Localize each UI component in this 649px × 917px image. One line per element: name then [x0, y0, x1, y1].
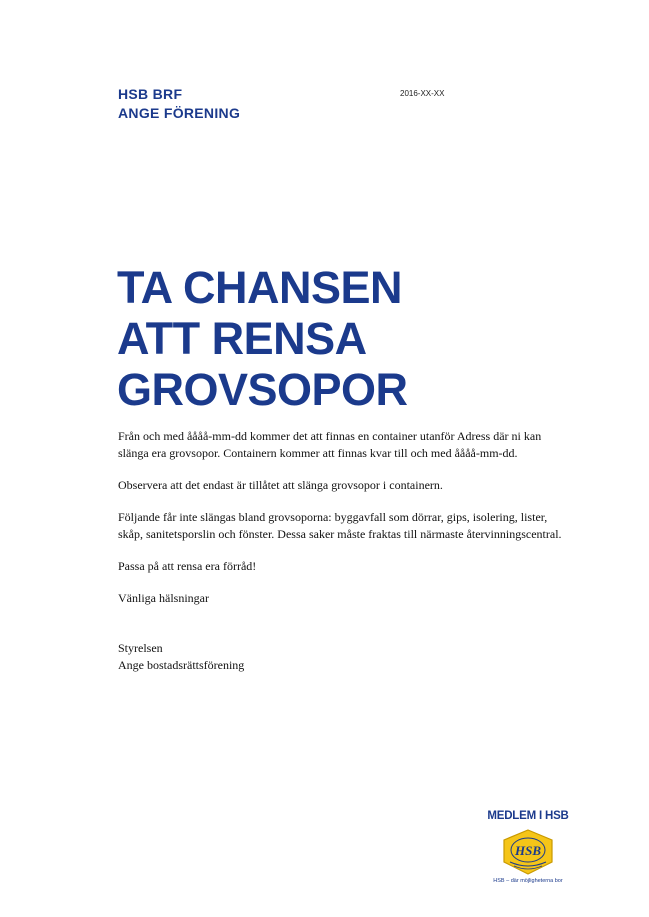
signature-board: Styrelsen	[118, 641, 163, 655]
signature	[118, 640, 574, 674]
paragraph-allowed: Observera att det endast är tillåtet att slänga grovsopor i containern.	[118, 478, 443, 492]
paragraph-not-allowed: Följande får inte slängas bland grovsoporna: byggavfall som dörrar, gips, isolering, lister, skåp, sanitetsporslin och fönster. Dessa saker måste fraktas till närmaste återvinningscentral.	[118, 510, 562, 541]
paragraph-encouragement: Passa på att rensa era förråd!	[118, 559, 257, 573]
hsb-member-badge	[478, 810, 578, 884]
hsb-logo-icon	[498, 828, 558, 876]
letter-body	[118, 428, 574, 674]
badge-title: MEDLEM I HSB	[487, 810, 569, 822]
headline-line-3: GROVSOPOR	[117, 364, 408, 415]
greeting: Vänliga hälsningar	[118, 591, 209, 605]
paragraph-container-info: Från och med åååå-mm-dd kommer det att finnas en container utanför Adress där ni kan slänga era grovsopor. Containern kommer att finnas kvar till och med åååå-mm-dd.	[118, 429, 542, 460]
signature-spacer	[118, 622, 574, 640]
headline	[117, 262, 408, 415]
badge-tagline: HSB – där möjligheterna bor	[493, 878, 563, 884]
logo-text: HSB	[514, 843, 542, 858]
document-date: 2016-XX-XX	[400, 89, 445, 98]
headline-line-2: ATT RENSA	[117, 313, 367, 364]
org-name: HSB BRF	[118, 86, 183, 102]
org-subname: ANGE FÖRENING	[118, 105, 241, 121]
signature-association: Ange bostadsrättsförening	[118, 658, 245, 672]
headline-line-1: TA CHANSEN	[117, 262, 402, 313]
organization-header	[118, 85, 240, 123]
